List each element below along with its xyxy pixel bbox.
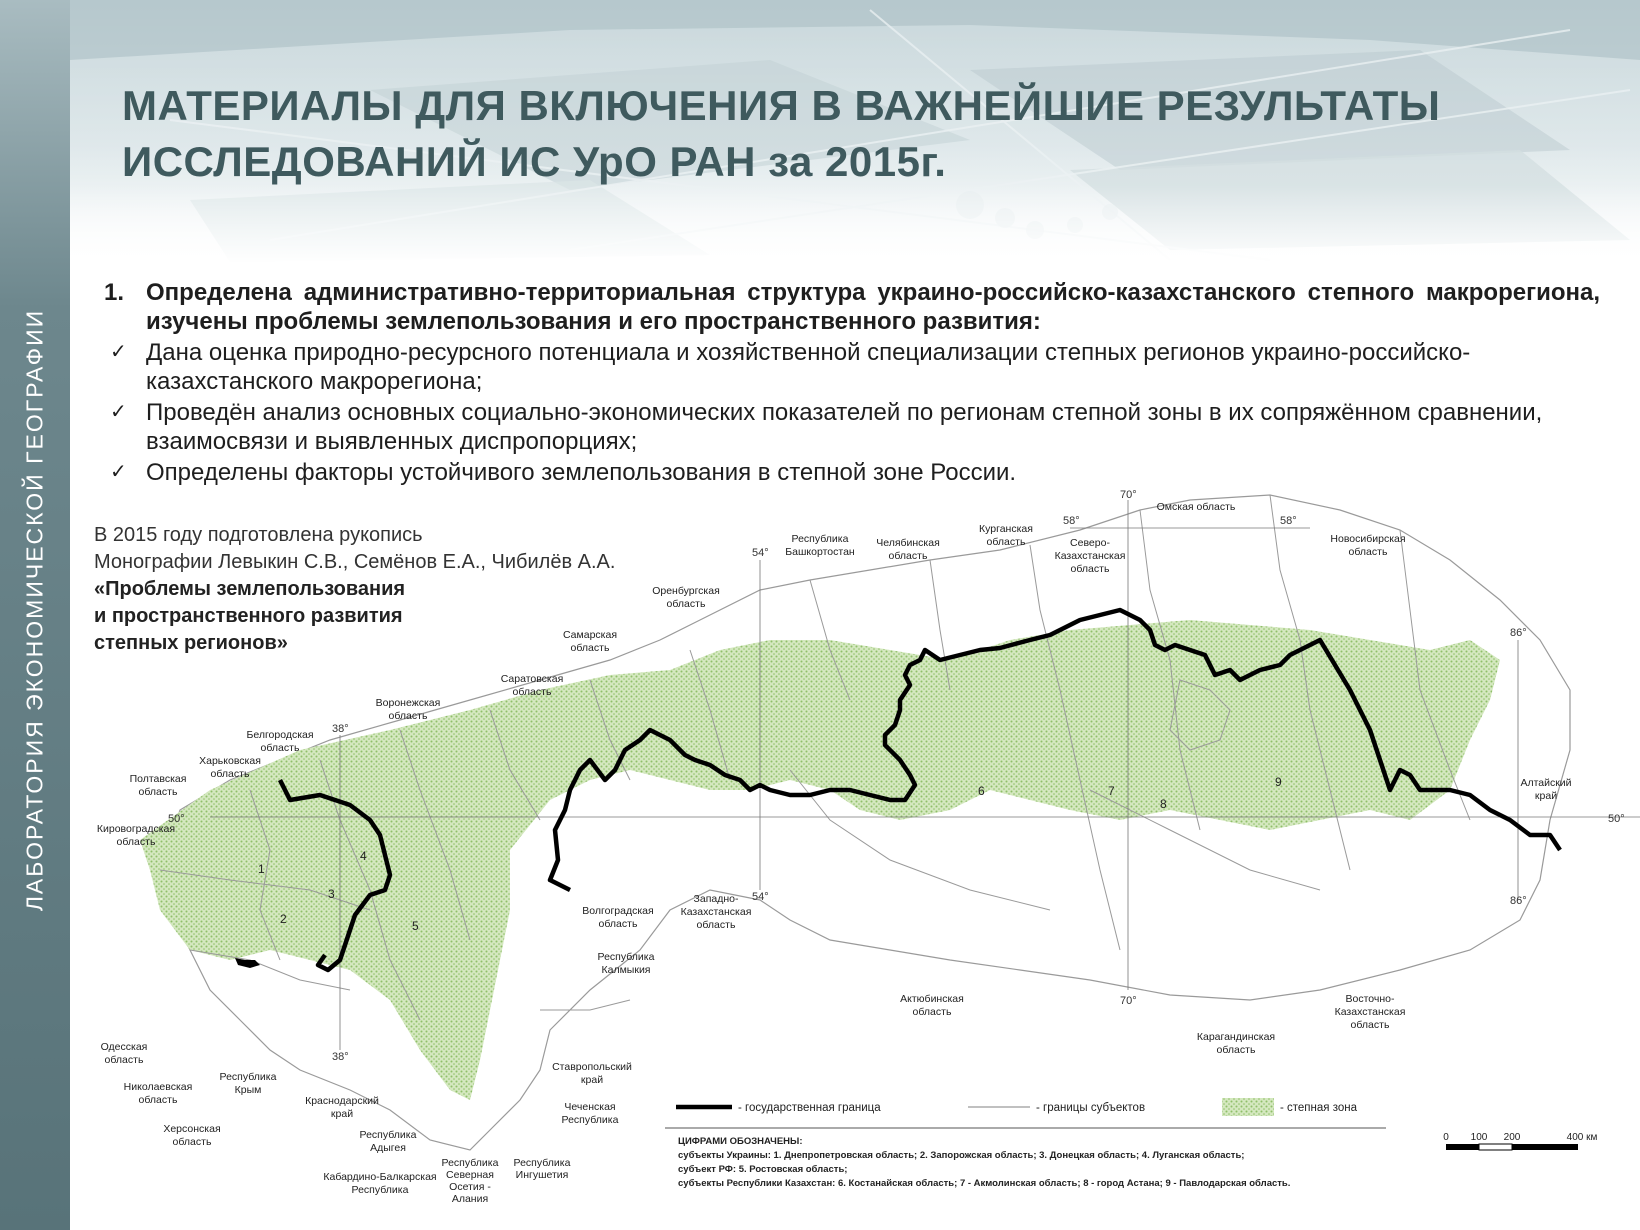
- footnote-title: ЦИФРАМИ ОБОЗНАЧЕНЫ:: [678, 1136, 803, 1147]
- legend-steppe-label: - степная зона: [1280, 1102, 1357, 1114]
- lon-label: 38°: [332, 723, 349, 735]
- lon-label: 86°: [1510, 895, 1527, 907]
- region-label-crimea: Республика Крым: [219, 1071, 277, 1096]
- region-label-novosibirsk: Новосибирская область: [1330, 533, 1406, 558]
- main-item: [104, 278, 1600, 336]
- results-list: [104, 278, 1600, 487]
- check-item: [104, 458, 1600, 487]
- region-label-altai: Алтайский край: [1520, 777, 1572, 802]
- region-label-krasnodar: Краснодарский край: [305, 1095, 379, 1120]
- region-number: 8: [1160, 797, 1167, 811]
- monograph-note: [94, 522, 618, 657]
- legend-steppe-swatch: [1222, 1098, 1274, 1116]
- lon-label: 38°: [332, 1051, 349, 1063]
- sidebar-label-wrap: [0, 0, 70, 1230]
- note-line: В 2015 году подготовлена рукопись: [94, 524, 423, 546]
- lon-label: 86°: [1510, 627, 1527, 639]
- region-label-karaganda: Карагандинская область: [1196, 1031, 1276, 1056]
- map-footnote: [678, 1136, 1290, 1189]
- checkmark-icon: ✓: [110, 461, 127, 483]
- region-label-n-ossetia: Республика Северная Осетия -Алания: [441, 1157, 499, 1205]
- region-number: 4: [360, 849, 367, 863]
- check-item-text: Определены факторы устойчивого землепользования в степной зоне России.: [146, 459, 1017, 486]
- region-label-ingushetia: Республика Ингушетия: [513, 1157, 571, 1181]
- legend-subject-border-label: - границы субъектов: [1036, 1102, 1146, 1114]
- region-label-stavropol: Ставропольский край: [552, 1061, 632, 1086]
- region-label-poltava: Полтавская область: [129, 773, 187, 798]
- region-label-kalmykia: Республика Калмыкия: [597, 951, 655, 976]
- map-legend: [676, 1098, 1358, 1116]
- footnote-line: субъект РФ: 5. Ростовская область;: [678, 1164, 848, 1175]
- region-label-kabardino: Кабардино-Балкарская Республика: [323, 1171, 437, 1196]
- checkmark-icon: ✓: [110, 401, 127, 423]
- legend-state-border-label: - государственная граница: [738, 1102, 881, 1114]
- lat-label: 58°: [1063, 515, 1080, 527]
- region-label-kirovohrad: Кировоградская область: [96, 823, 176, 848]
- check-item: [104, 398, 1600, 456]
- lat-label: 58°: [1280, 515, 1297, 527]
- checkmark-icon: ✓: [110, 341, 127, 363]
- region-number: 2: [280, 912, 287, 926]
- footnote-line: субъекты Республики Казахстан: 6. Костанайская область; 7 - Акмолинская область; 8 - город Астана; 9 - Павлодарская область.: [678, 1178, 1291, 1189]
- region-label-bashkortostan: Республика Башкортостан: [785, 533, 855, 558]
- region-label-kherson: Херсонская область: [163, 1123, 221, 1148]
- lon-label: 54°: [752, 547, 769, 559]
- main-item-text: Определена административно-территориальная структура украино-российско-казахстанского степного макрорегиона, изучены проблемы землепользования и его пространственного развития:: [146, 279, 1600, 335]
- book-title-line: «Проблемы землепользования: [94, 578, 406, 600]
- region-number: 3: [328, 887, 335, 901]
- region-number: 9: [1275, 775, 1282, 789]
- title-line-2: ИССЛЕДОВАНИЙ ИС УрО РАН за 2015г.: [122, 138, 947, 185]
- region-label-samara: Самарская область: [562, 629, 618, 654]
- lon-label: 54°: [752, 891, 769, 903]
- region-label-kurgan: Курганская область: [979, 523, 1033, 548]
- region-label-adygea: Республика Адыгея: [359, 1129, 417, 1154]
- book-title-line: и пространственного развития: [94, 605, 403, 627]
- main-item-number: 1.: [104, 279, 125, 306]
- region-label-chelyabinsk: Челябинская область: [876, 537, 940, 562]
- region-number: 5: [412, 919, 419, 933]
- check-item-text: Проведён анализ основных социально-экономических показателей по регионам степной зоны в их сопряжённом сравнении, взаимосвязи и выявленных диспропорциях;: [146, 399, 1543, 455]
- sidebar-label: ЛАБОРАТОРИЯ ЭКОНОМИЧЕСКОЙ ГЕОГРАФИИ: [21, 308, 48, 912]
- footnote-line: субъекты Украины: 1. Днепропетровская область; 2. Запорожская область; 3. Донецкая область; 4. Луганская область;: [678, 1150, 1245, 1161]
- check-item-text: Дана оценка природно-ресурсного потенциала и хозяйственной специализации степных регионов украино-российско-казахстанского макрорегиона;: [146, 339, 1471, 395]
- region-label-mykolaiv: Николаевская область: [123, 1081, 193, 1106]
- scale-tick-label: 0: [1443, 1132, 1449, 1143]
- region-label-north-kaz: Северо-Казахстанская область: [1054, 537, 1126, 575]
- region-label-east-kaz: Восточно-Казахстанская область: [1334, 993, 1406, 1031]
- scale-tick-label: 400 км: [1566, 1132, 1598, 1143]
- region-label-chechnya: Чеченская Республика: [561, 1101, 619, 1126]
- region-number: 6: [978, 784, 985, 798]
- check-item: [104, 338, 1600, 396]
- region-number: 7: [1108, 784, 1115, 798]
- region-label-kharkiv: Харьковская область: [199, 755, 261, 780]
- region-number: 1: [258, 862, 265, 876]
- page-title: [122, 78, 1522, 190]
- region-label-belgorod: Белгородская область: [246, 729, 314, 754]
- region-label-saratov: Саратовская область: [500, 673, 564, 698]
- title-line-1: МАТЕРИАЛЫ ДЛЯ ВКЛЮЧЕНИЯ В ВАЖНЕЙШИЕ РЕЗУЛЬТАТЫ: [122, 82, 1441, 129]
- region-label-aktobe: Актюбинская область: [900, 993, 964, 1018]
- region-label-volgograd: Волгоградская область: [582, 905, 654, 930]
- region-label-odesa: Одесская область: [100, 1041, 148, 1066]
- region-label-voronezh: Воронежская область: [375, 697, 441, 722]
- region-label-west-kaz: Западно-Казахстанская область: [680, 893, 752, 931]
- region-label-omsk: Омская область: [1156, 501, 1236, 513]
- scale-tick-label: 100: [1470, 1132, 1488, 1143]
- book-title-line: степных регионов»: [94, 632, 288, 654]
- scale-tick-label: 200: [1503, 1132, 1521, 1143]
- lat-label: 50°: [168, 813, 185, 825]
- scale-bar: [1443, 1132, 1597, 1150]
- lon-label: 70°: [1120, 490, 1137, 501]
- lon-label: 70°: [1120, 995, 1137, 1007]
- note-line: Монографии Левыкин С.В., Семёнов Е.А., Чибилёв А.А.: [94, 551, 616, 573]
- lat-label: 50°: [1608, 813, 1625, 825]
- region-label-orenburg: Оренбургская область: [652, 585, 720, 610]
